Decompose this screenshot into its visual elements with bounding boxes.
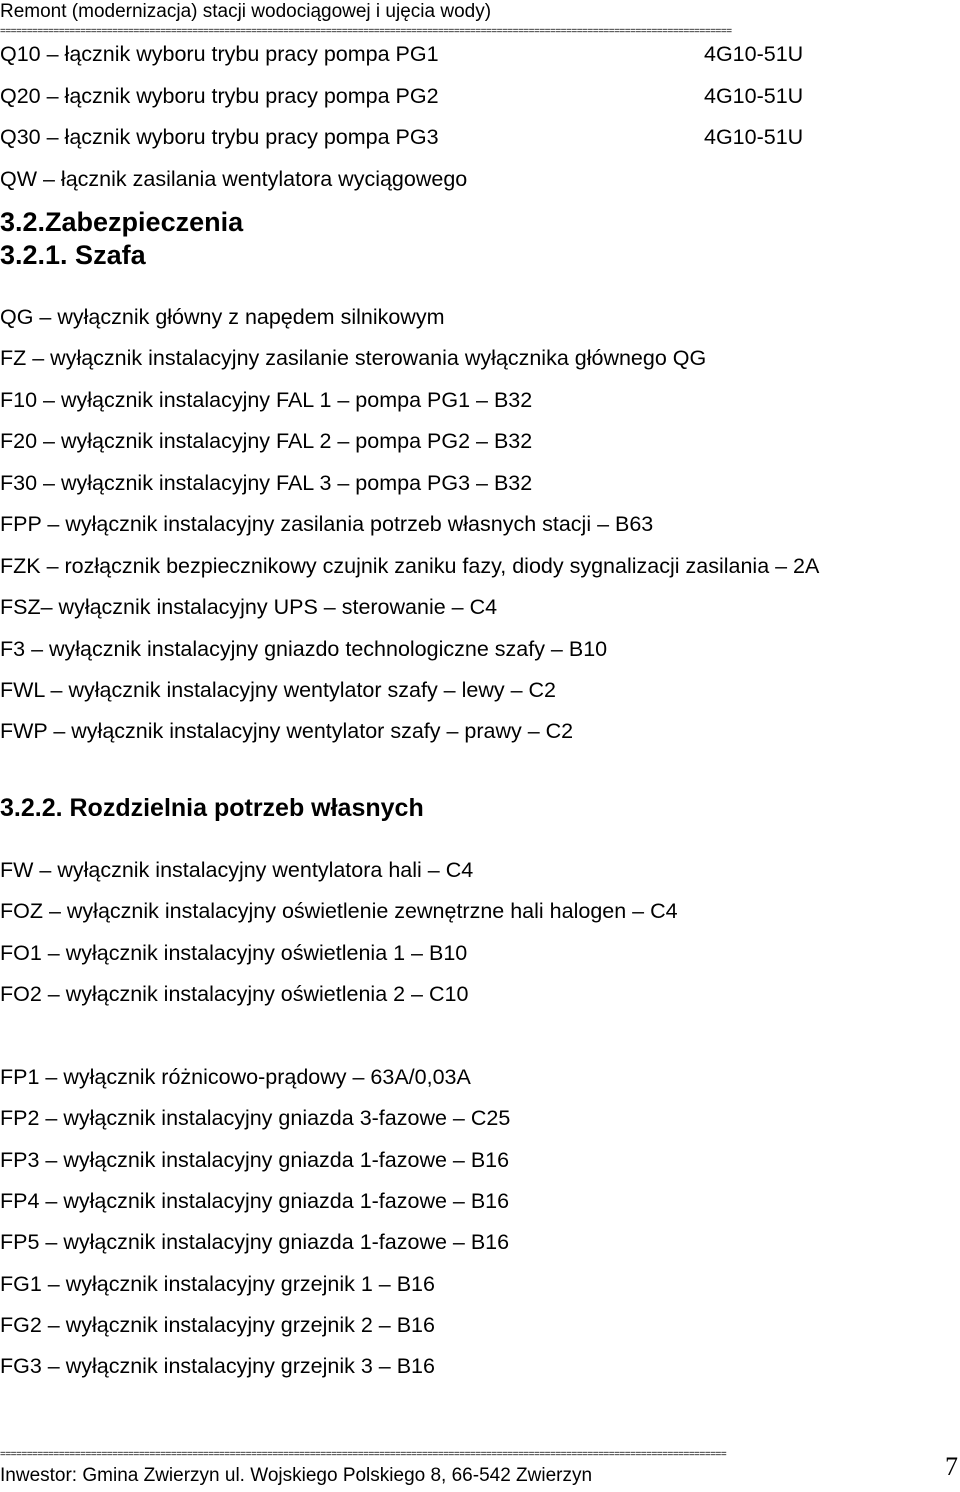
section-heading-rozdzielnia: 3.2.2. Rozdzielnia potrzeb własnych bbox=[0, 794, 424, 822]
document-header-title: Remont (modernizacja) stacji wodociągowej i ujęcia wody) bbox=[0, 1, 492, 22]
switch-item-qw: QW – łącznik zasilania wentylatora wyciągowego bbox=[0, 167, 468, 191]
szafa-item: FPP – wyłącznik instalacyjny zasilania potrzeb własnych stacji – B63 bbox=[0, 512, 654, 536]
rozdzielnia-item: FO2 – wyłącznik instalacyjny oświetlenia 2 – C10 bbox=[0, 982, 469, 1006]
rozdzielnia-item: FP4 – wyłącznik instalacyjny gniazda 1-fazowe – B16 bbox=[0, 1189, 510, 1213]
rozdzielnia-item: FP2 – wyłącznik instalacyjny gniazda 3-fazowe – C25 bbox=[0, 1106, 511, 1130]
page-number: 7 bbox=[945, 1452, 958, 1481]
szafa-item: F10 – wyłącznik instalacyjny FAL 1 – pompa PG1 – B32 bbox=[0, 388, 533, 412]
rozdzielnia-item: FOZ – wyłącznik instalacyjny oświetlenie zewnętrzne hali halogen – C4 bbox=[0, 899, 678, 923]
szafa-item: F3 – wyłącznik instalacyjny gniazdo technologiczne szafy – B10 bbox=[0, 637, 608, 661]
switch-item-q20: Q20 – łącznik wyboru trybu pracy pompa PG2 bbox=[0, 84, 439, 108]
rozdzielnia-item: FG1 – wyłącznik instalacyjny grzejnik 1 – B16 bbox=[0, 1272, 435, 1296]
switch-code-q20: 4G10-51U bbox=[704, 84, 804, 108]
szafa-item: FSZ– wyłącznik instalacyjny UPS – sterowanie – C4 bbox=[0, 595, 498, 619]
szafa-item: FWP – wyłącznik instalacyjny wentylator szafy – prawy – C2 bbox=[0, 719, 574, 743]
section-heading-zabezpieczenia: 3.2.Zabezpieczenia bbox=[0, 207, 244, 237]
szafa-item: FWL – wyłącznik instalacyjny wentylator szafy – lewy – C2 bbox=[0, 678, 557, 702]
rozdzielnia-item: FP1 – wyłącznik różnicowo-prądowy – 63A/0,03A bbox=[0, 1065, 471, 1089]
szafa-item: F20 – wyłącznik instalacyjny FAL 2 – pompa PG2 – B32 bbox=[0, 429, 533, 453]
szafa-item: FZK – rozłącznik bezpiecznikowy czujnik zaniku fazy, diody sygnalizacji zasilania – 2A bbox=[0, 554, 820, 578]
szafa-item: QG – wyłącznik główny z napędem silnikowym bbox=[0, 305, 445, 329]
rozdzielnia-item: FG2 – wyłącznik instalacyjny grzejnik 2 – B16 bbox=[0, 1313, 435, 1337]
rozdzielnia-item: FP3 – wyłącznik instalacyjny gniazda 1-fazowe – B16 bbox=[0, 1148, 510, 1172]
switch-item-q30: Q30 – łącznik wyboru trybu pracy pompa PG3 bbox=[0, 125, 439, 149]
rozdzielnia-item: FO1 – wyłącznik instalacyjny oświetlenia 1 – B10 bbox=[0, 941, 468, 965]
switch-code-q30: 4G10-51U bbox=[704, 125, 804, 149]
section-heading-szafa: 3.2.1. Szafa bbox=[0, 240, 146, 270]
szafa-item: FZ – wyłącznik instalacyjny zasilanie sterowania wyłącznika głównego QG bbox=[0, 346, 707, 370]
szafa-item: F30 – wyłącznik instalacyjny FAL 3 – pompa PG3 – B32 bbox=[0, 471, 533, 495]
rozdzielnia-item: FG3 – wyłącznik instalacyjny grzejnik 3 – B16 bbox=[0, 1354, 435, 1378]
switch-code-q10: 4G10-51U bbox=[704, 42, 804, 66]
header-separator: ========================================================================================================================================= bbox=[0, 27, 732, 37]
rozdzielnia-item: FP5 – wyłącznik instalacyjny gniazda 1-fazowe – B16 bbox=[0, 1230, 510, 1254]
footer-separator: ======================================================================================================================================== bbox=[0, 1450, 727, 1460]
footer-investor: Inwestor: Gmina Zwierzyn ul. Wojskiego Polskiego 8, 66-542 Zwierzyn bbox=[0, 1465, 593, 1486]
switch-item-q10: Q10 – łącznik wyboru trybu pracy pompa PG1 bbox=[0, 42, 439, 66]
rozdzielnia-item: FW – wyłącznik instalacyjny wentylatora hali – C4 bbox=[0, 858, 474, 882]
